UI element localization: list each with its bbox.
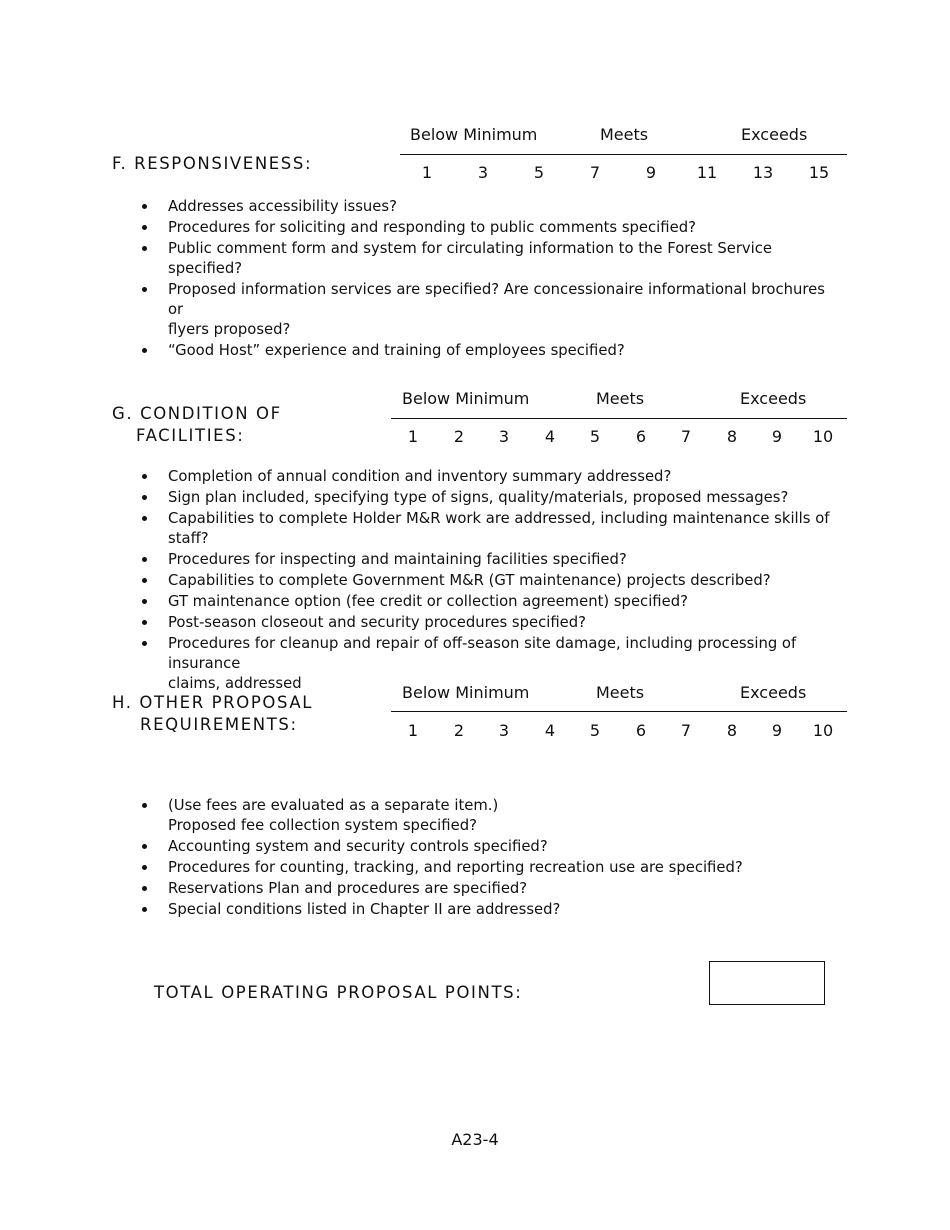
scale-label-exceeds: Exceeds <box>740 389 807 408</box>
list-item <box>140 592 840 612</box>
item-text: Addresses accessibility issues? <box>168 198 397 215</box>
scale-number: 13 <box>752 163 774 182</box>
scale-label-below-minimum: Below Minimum <box>402 683 530 702</box>
list-item <box>140 837 840 857</box>
list-item <box>140 239 840 279</box>
item-text: Sign plan included, specifying type of signs, quality/materials, proposed messages? <box>168 489 789 506</box>
scale-number: 5 <box>589 427 601 446</box>
scale-number: 3 <box>498 721 510 740</box>
item-text: Accounting system and security controls specified? <box>168 838 548 855</box>
scale-number: 7 <box>680 427 692 446</box>
list-item <box>140 509 840 549</box>
section-h-scale-numbers <box>0 721 950 741</box>
scale-number: 1 <box>407 721 419 740</box>
item-text: (Use fees are evaluated as a separate item.) <box>168 797 499 814</box>
list-item <box>140 218 840 238</box>
scale-number: 6 <box>635 427 647 446</box>
item-text: Special conditions listed in Chapter II are addressed? <box>168 901 561 918</box>
section-h-scale-labels <box>0 683 950 703</box>
section-f-scale-numbers <box>0 163 950 183</box>
scale-number: 4 <box>544 427 556 446</box>
total-points-box[interactable] <box>709 961 825 1005</box>
item-text: Procedures for soliciting and responding to public comments specified? <box>168 219 696 236</box>
section-g-scale-rule <box>391 418 847 419</box>
item-text: Capabilities to complete Government M&R (GT maintenance) projects described? <box>168 572 771 589</box>
list-item <box>140 467 840 487</box>
section-g-criteria-list <box>140 467 840 695</box>
scale-number: 8 <box>726 721 738 740</box>
scale-number: 1 <box>421 163 433 182</box>
list-item <box>140 341 840 361</box>
list-item <box>140 280 840 340</box>
list-item <box>140 879 840 899</box>
list-item <box>140 900 840 920</box>
item-text: Capabilities to complete Holder M&R work are addressed, including maintenance skills of staff? <box>168 510 830 547</box>
section-h-criteria-list <box>140 796 840 921</box>
scale-number: 7 <box>680 721 692 740</box>
item-text: Public comment form and system for circulating information to the Forest Service specified? <box>168 240 773 277</box>
scale-label-meets: Meets <box>596 389 645 408</box>
item-text: GT maintenance option (fee credit or collection agreement) specified? <box>168 593 688 610</box>
scale-number: 11 <box>696 163 718 182</box>
total-points-label: TOTAL OPERATING PROPOSAL POINTS: <box>154 983 523 1002</box>
section-f-criteria-list <box>140 197 840 362</box>
scale-number: 9 <box>771 427 783 446</box>
item-text-continued: Proposed fee collection system specified? <box>168 817 477 834</box>
scale-number: 9 <box>771 721 783 740</box>
scale-label-below-minimum: Below Minimum <box>402 389 530 408</box>
list-item <box>140 571 840 591</box>
item-text: Completion of annual condition and inventory summary addressed? <box>168 468 672 485</box>
item-text: Procedures for inspecting and maintaining facilities specified? <box>168 551 627 568</box>
section-g-title-line1: G. CONDITION OF <box>112 404 282 423</box>
scale-number: 15 <box>808 163 830 182</box>
list-item <box>140 488 840 508</box>
scale-number: 1 <box>407 427 419 446</box>
scale-number: 9 <box>645 163 657 182</box>
section-h-scale-rule <box>391 711 847 712</box>
scale-number: 10 <box>812 427 834 446</box>
scale-label-exceeds: Exceeds <box>740 683 807 702</box>
item-text-continued: flyers proposed? <box>168 321 291 338</box>
scale-number: 7 <box>589 163 601 182</box>
scale-number: 5 <box>589 721 601 740</box>
scale-number: 2 <box>453 721 465 740</box>
item-text: “Good Host” experience and training of employees specified? <box>168 342 625 359</box>
scale-number: 2 <box>453 427 465 446</box>
section-h-title-line2: REQUIREMENTS: <box>140 715 298 734</box>
section-g-scale-labels <box>0 389 950 409</box>
item-text-continued: claims, addressed <box>168 675 302 692</box>
scale-label-below-minimum: Below Minimum <box>410 125 538 144</box>
section-f-title-text: F. RESPONSIVENESS: <box>112 154 313 173</box>
page-number: A23-4 <box>451 1130 499 1149</box>
scale-number: 6 <box>635 721 647 740</box>
list-item <box>140 858 840 878</box>
section-f-scale-rule <box>400 154 847 155</box>
section-f-scale-labels <box>0 125 950 145</box>
scale-number: 10 <box>812 721 834 740</box>
item-text: Procedures for cleanup and repair of off-season site damage, including processing of insurance <box>168 635 797 672</box>
list-item <box>140 197 840 217</box>
item-text: Post-season closeout and security procedures specified? <box>168 614 587 631</box>
section-h-title-line1: H. OTHER PROPOSAL <box>112 693 314 712</box>
scale-label-exceeds: Exceeds <box>741 125 808 144</box>
scale-label-meets: Meets <box>600 125 649 144</box>
list-item <box>140 550 840 570</box>
section-g-scale-numbers <box>0 427 950 447</box>
item-text: Proposed information services are specified? Are concessionaire informational brochures or <box>168 281 825 318</box>
scale-number: 8 <box>726 427 738 446</box>
scale-label-meets: Meets <box>596 683 645 702</box>
scale-number: 5 <box>533 163 545 182</box>
item-text: Reservations Plan and procedures are specified? <box>168 880 528 897</box>
list-item <box>140 613 840 633</box>
scale-number: 4 <box>544 721 556 740</box>
item-text: Procedures for counting, tracking, and reporting recreation use are specified? <box>168 859 743 876</box>
list-item <box>140 796 840 836</box>
scale-number: 3 <box>477 163 489 182</box>
scale-number: 3 <box>498 427 510 446</box>
section-g-title-line2: FACILITIES: <box>136 426 245 445</box>
